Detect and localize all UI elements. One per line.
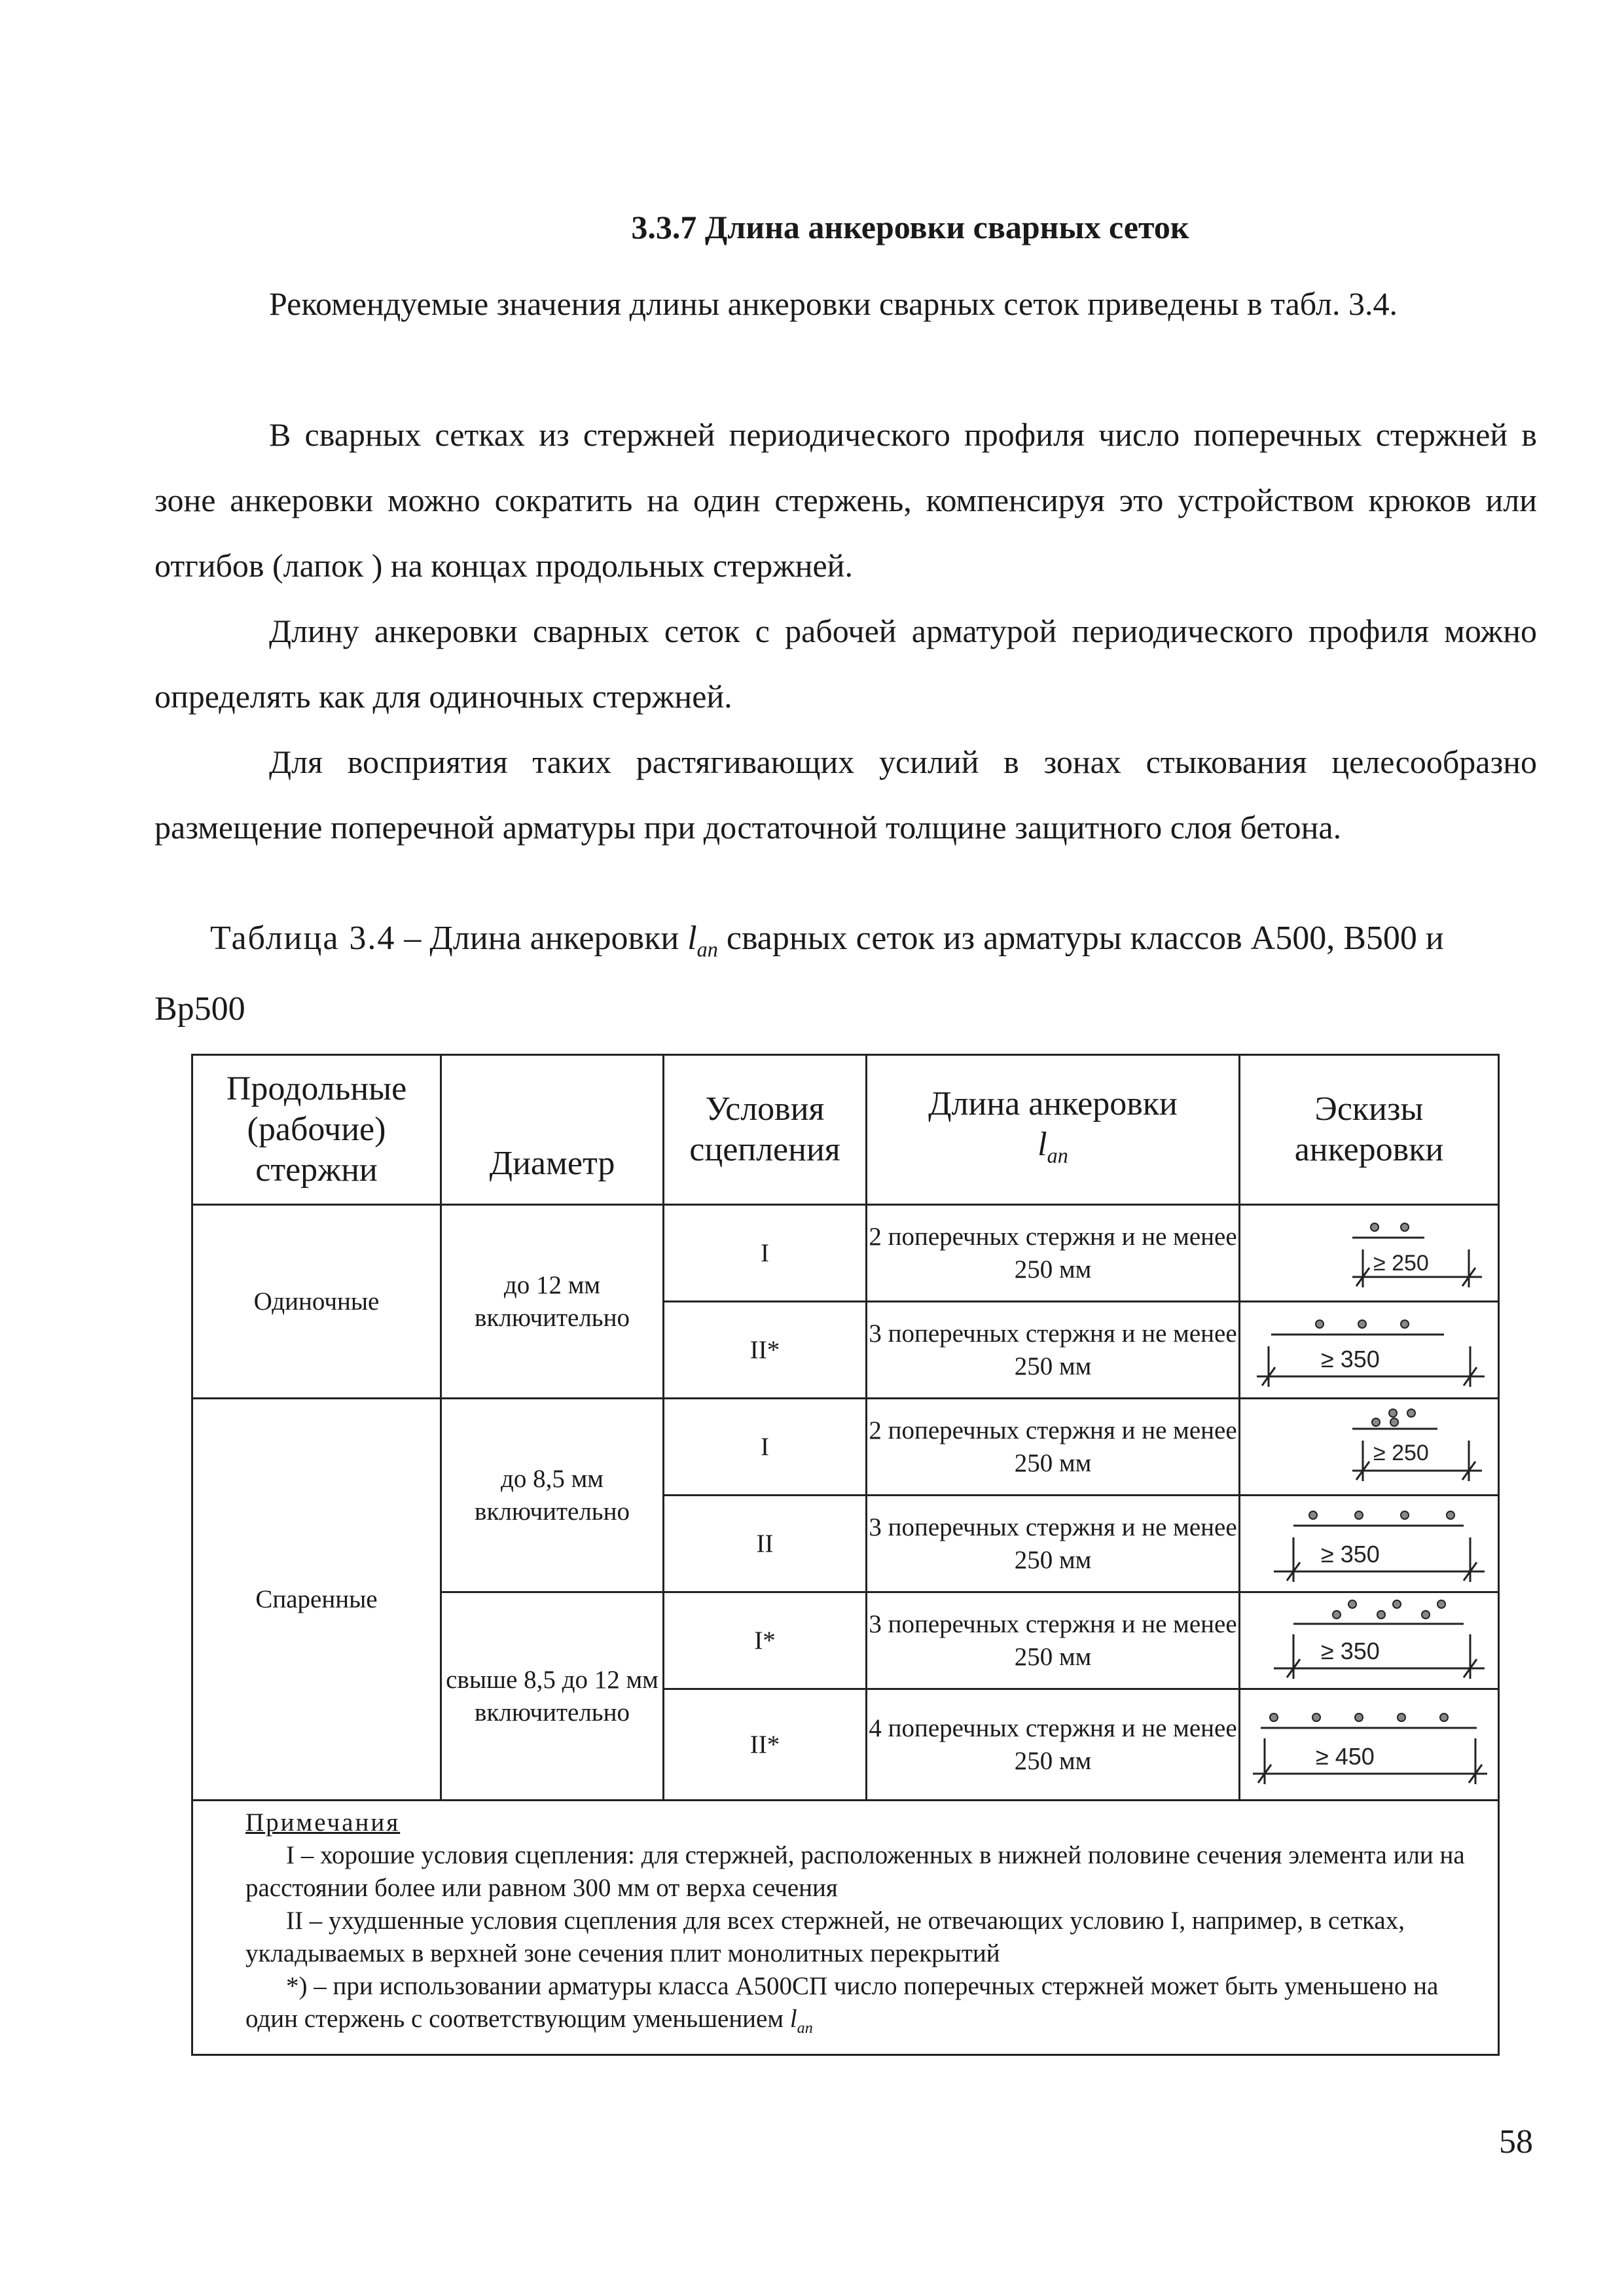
header-sketches: Эскизы анкеровки [1240, 1055, 1499, 1205]
group-single: Одиночные [192, 1205, 441, 1399]
anchorage-length: 4 поперечных стержня и не менее 250 мм [867, 1689, 1240, 1801]
anchorage-sketch [1240, 1205, 1499, 1302]
section-heading: 3.3.7 Длина анкеровки сварных сеток [631, 209, 1189, 245]
anchorage-length: 3 поперечных стержня и не менее 250 мм [867, 1496, 1240, 1592]
anchorage-sketch [1240, 1689, 1499, 1801]
bond-condition: II [664, 1496, 867, 1592]
sketch-label: ≥ 450 [1315, 1742, 1375, 1770]
anchorage-length: 2 поперечных стержня и не менее 250 мм [867, 1399, 1240, 1496]
bond-condition: I [664, 1205, 867, 1302]
table-notes [192, 1801, 1499, 2055]
sketch-label: ≥ 350 [1320, 1637, 1380, 1664]
anchorage-sketch [1240, 1496, 1499, 1592]
bond-condition: II* [664, 1302, 867, 1399]
header-bond-conditions: Условия сцепления [664, 1055, 867, 1205]
table-row [192, 1399, 1499, 1496]
note-1: I – хорошие условия сцепления: для стержней, расположенных в нижней половине сечения элемента или на расстоянии более или равном 300 мм от верха сечения [245, 1841, 1465, 1902]
anchorage-length: 2 поперечных стержня и не менее 250 мм [867, 1205, 1240, 1302]
table-row [192, 1205, 1499, 1302]
page-number: 58 [1499, 2123, 1533, 2161]
header-bars: Продольные (рабочие) стержни [192, 1055, 441, 1205]
table-caption [154, 908, 1537, 1039]
diameter-cell: свыше 8,5 до 12 мм включительно [441, 1592, 664, 1801]
anchorage-sketch [1240, 1592, 1499, 1689]
caption-symbol: $l_{an}$ [687, 920, 718, 961]
sketch-label: ≥ 350 [1320, 1540, 1380, 1568]
paragraph-1: Рекомендуемые значения длины анкеровки сварных сеток приведены в табл. 3.4. [269, 285, 1398, 322]
paragraph-2: В сварных сетках из стержней периодического профиля число поперечных стержней в зоне анкеровки можно сократить на один стержень, компенсируя это устройством крюков или отгибов (лапок ) на концах продольных стержней. [154, 416, 1537, 584]
notes-title: Примечания [245, 1808, 401, 1837]
paragraph-3: Длину анкеровки сварных сеток с рабочей арматурой периодического профиля можно определять как для одиночных стержней. [154, 613, 1537, 715]
group-paired: Спаренные [192, 1399, 441, 1801]
anchorage-sketch [1240, 1302, 1499, 1399]
bond-condition: I [664, 1399, 867, 1496]
note-2: II – ухудшенные условия сцепления для всех стержней, не отвечающих условию I, например, в сетках, укладываемых в верхней зоне сечения плит монолитных перекрытий [245, 1907, 1405, 1967]
bond-condition: I* [664, 1592, 867, 1689]
diameter-cell: до 12 мм включительно [441, 1205, 664, 1399]
paragraph-4: Для восприятия таких растягивающих усилий в зонах стыкования целесообразно размещение поперечной арматуры при достаточной толщине защитного слоя бетона. [154, 744, 1537, 846]
caption-text-before: – Длина анкеровки [395, 920, 688, 957]
header-anchorage-length: Длина анкеровки $l_{an}$ [867, 1055, 1240, 1205]
bond-condition: II* [664, 1689, 867, 1801]
anchorage-sketch [1240, 1399, 1499, 1496]
sketch-label: ≥ 350 [1320, 1345, 1380, 1372]
sketch-label: ≥ 250 [1373, 1250, 1429, 1276]
header-diameter: Диаметр [441, 1055, 664, 1205]
diameter-cell: до 8,5 мм включительно [441, 1399, 664, 1592]
caption-prefix: Таблица 3.4 [210, 920, 396, 957]
note-3: *) – при использовании арматуры класса А500СП число поперечных стержней может быть уменьшено на один стержень с соответствующим уменьшением $l_{an}$ [245, 1972, 1439, 2037]
anchorage-length: 3 поперечных стержня и не менее 250 мм [867, 1302, 1240, 1399]
anchorage-length: 3 поперечных стержня и не менее 250 мм [867, 1592, 1240, 1689]
caption-text-after: сварных сеток из арматуры классов А500, В500 и Вр500 [154, 920, 1444, 1028]
sketch-label: ≥ 250 [1373, 1440, 1429, 1465]
anchorage-table [191, 1054, 1500, 2056]
notes-row [192, 1801, 1499, 2055]
table-header-row [192, 1055, 1499, 1205]
